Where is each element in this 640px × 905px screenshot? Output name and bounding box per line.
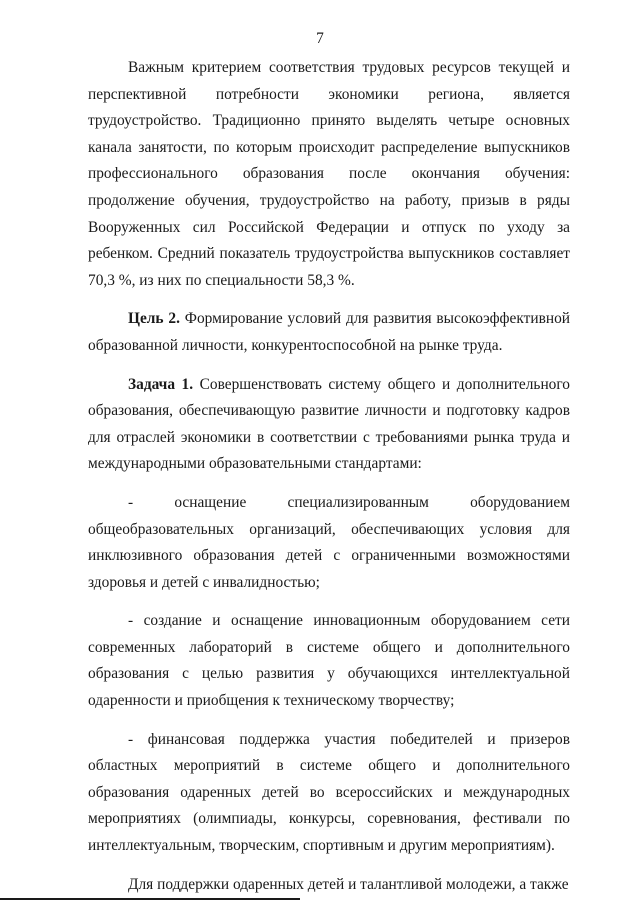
paragraph-text: Совершенствовать систему общего и дополнительного образования, обеспечивающую развитие личности и подготовку кадров для отраслей экономики в соответствии с требованиями рынка труда и международными образовательными стандартами: bbox=[88, 375, 571, 473]
paragraph-text: Для поддержки одаренных детей и талантливой молодежи, а также bbox=[128, 875, 569, 893]
paragraph-text: - оснащение специализированным оборудованием общеобразовательных организаций, обеспечивающих условия для инклюзивного образования детей с ограниченными возможностями здоровья и детей с инвалидностью; bbox=[88, 493, 570, 591]
document-body bbox=[88, 55, 570, 898]
paragraph-text: - создание и оснащение инновационным оборудованием сети современных лабораторий в системе общего и дополнительного образования с целью развития у обучающихся интеллектуальной одаренности и приобщения к техническому творчеству; bbox=[88, 612, 570, 710]
page-number: 7 bbox=[316, 30, 324, 47]
list-item-laboratories bbox=[88, 608, 570, 714]
paragraph-task-1 bbox=[88, 372, 570, 478]
paragraph-text: - финансовая поддержка участия победителей и призеров областных мероприятий в системе общего и дополнительного образования одаренных детей во всероссийских и международных мероприятиях (олимпиады, конкурсы, соревнования, фестивали по интеллектуальным, творческим, спортивным и другим мероприятиям). bbox=[88, 730, 570, 855]
paragraph-gifted-children bbox=[88, 872, 570, 899]
goal-label: Цель 2. bbox=[128, 310, 180, 328]
paragraph-goal-2 bbox=[88, 306, 570, 359]
paragraph-text: Важным критерием соответствия трудовых ресурсов текущей и перспективной потребности экономики региона, является трудоустройство. Традиционно принято выделять четыре основных канала занятости, по которым происходит распределение выпускников профессионального образования после окончания обучения: продолжение обучения, трудоустройство на работу, призыв в ряды Вооруженных сил Российской Федерации и отпуск по уходу за ребенком. Средний показатель трудоустройства выпускников составляет 70,3 %, из них по специальности 58,3 %. bbox=[88, 59, 570, 289]
paragraph-text: Формирование условий для развития высокоэффективной образованной личности, конкурентоспособной на рынке труда. bbox=[88, 310, 571, 354]
list-item-equipment bbox=[88, 490, 570, 596]
task-label: Задача 1. bbox=[128, 375, 194, 393]
paragraph-employment-criteria bbox=[88, 55, 570, 294]
footer-rule bbox=[0, 898, 300, 900]
list-item-financial-support bbox=[88, 727, 570, 860]
